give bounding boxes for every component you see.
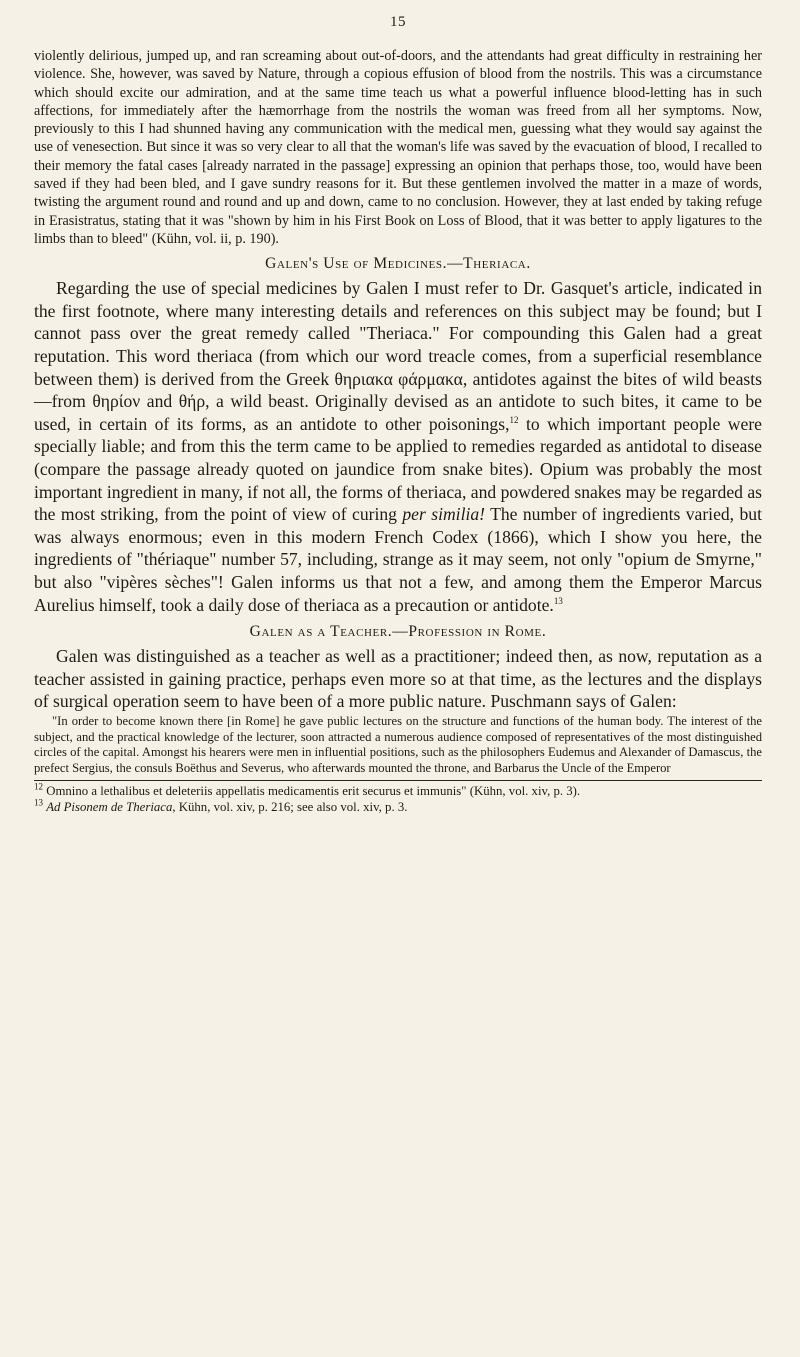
puschmann-quote: "In order to become known there [in Rome] he gave public lectures on the structure and functions of the human body. The interest of the subject, and the practical knowledge of the lecturer, soon attracted a numerous audience composed of representatives of the most distinguished circles of the capital. Amongst his hearers were men in influential positions, such as the philosophers Eudemus and Alexander of Damascus, the prefect Sergius, the consuls Boëthus and Severus, who afterwards mounted the throne, and Barbarus the Uncle of the Emperor (34, 713, 762, 775)
section-heading-teacher: Galen as a Teacher.—Profession in Rome. (249, 623, 547, 641)
page-number: 15 (390, 14, 406, 30)
paragraph-theriaca-part-1: Regarding the use of special medicines by Galen I must refer to Dr. Gasquet's article, indicated in the first footnote, where many interesting details and references on this subject may be found; but I cannot pass over the great remedy called "Theriaca." For compounding this Galen had a great reputation. This word theriaca (from which our word treacle comes, from a superficial resemblance between them) is derived from the Greek θηριακα φάρμακα, antidotes against the bites of wild beasts—from θηρίον and θήρ, a wild beast. Originally devised as an antidote to such bites, it came to be used, in certain of its forms, as an antidote to other poisonings, (34, 278, 762, 434)
paragraph-theriaca-part-2: to which important people were specially liable; and from this the term came to be applied to remedies regarded as antidotal to disease (compare the passage already quoted on jaundice from snake bites). Opium was probably the most important ingredient in many, if not all, the forms of theriaca, and powdered snakes may be regarded as the most striking, from the point of view of curing (34, 413, 762, 525)
footnote-12-mark: 12 (34, 782, 43, 793)
footnote-ref-13: 13 (553, 595, 563, 606)
paragraph-theriaca-part-3: The number of ingredients varied, but was always enormous; even in this modern French Codex (1866), which I show you here, the ingredients of "thériaque" number 57, including, strange as it may seem, not only "opium de Smyrne," but also "vipères sèches"! Galen informs us that not a few, and among them the Emperor Marcus Aurelius himself, took a daily dose of theriaca as a precaution or antidote. (34, 504, 762, 615)
footnote-13 (34, 797, 762, 815)
footnote-13-mark: 13 (34, 797, 43, 808)
footnote-12-text: Omnino a lethalibus et deleteriis appellatis medicamentis erit securus et immunis" (Kühn, vol. xiv, p. 3). (43, 784, 581, 799)
footnote-13-title: Ad Pisonem de Theriaca (46, 799, 173, 814)
paragraph-teacher: Galen was distinguished as a teacher as well as a practitioner; indeed then, as now, reputation as a teacher assisted in gaining practice, perhaps even more so at that time, as the lectures and the displays of surgical operation seem to have been of a more public nature. Puschmann says of Galen: (34, 646, 762, 712)
footnote-divider (34, 780, 762, 781)
footnote-13-text: , Kühn, vol. xiv, p. 216; see also vol. xiv, p. 3. (172, 799, 408, 814)
paragraph-bloodletting: violently delirious, jumped up, and ran screaming about out-of-doors, and the attendants had great difficulty in restraining her violence. She, however, was saved by Nature, through a copious effusion of blood from the nostrils. This was a circumstance which should excite our admiration, and at the same time teach us what a powerful influence blood-letting has in such affections, for immediately after the hæmorrhage from the nostrils the woman was freed from all her symptoms. Now, previously to this I had shunned having any communication with the medical men, guessing what they would say against the use of venesection. But since it was so very clear to all that the woman's life was saved by the evacuation of blood, I recalled to their memory the fatal cases [already narrated in the passage] expressing an opinion that perhaps those, too, would have been saved if they had been bled, and I gave sundry reasons for it. But these gentlemen involved the matter in a maze of words, twisting the argument round and round and up and down, came to no conclusion. However, they at last ended by taking refuge in Erasistratus, stating that it was "shown by him in his First Book on Loss of Blood, that it was better to apply ligatures to the limbs than to bleed" (Kühn, vol. ii, p. 190). (34, 48, 762, 247)
footnote-12 (34, 784, 762, 799)
section-heading-theriaca: Galen's Use of Medicines.—Theriaca. (265, 255, 531, 273)
paragraph-theriaca (34, 277, 762, 616)
per-similia-italic: per similia! (402, 504, 486, 525)
footnote-ref-12: 12 (509, 414, 519, 425)
